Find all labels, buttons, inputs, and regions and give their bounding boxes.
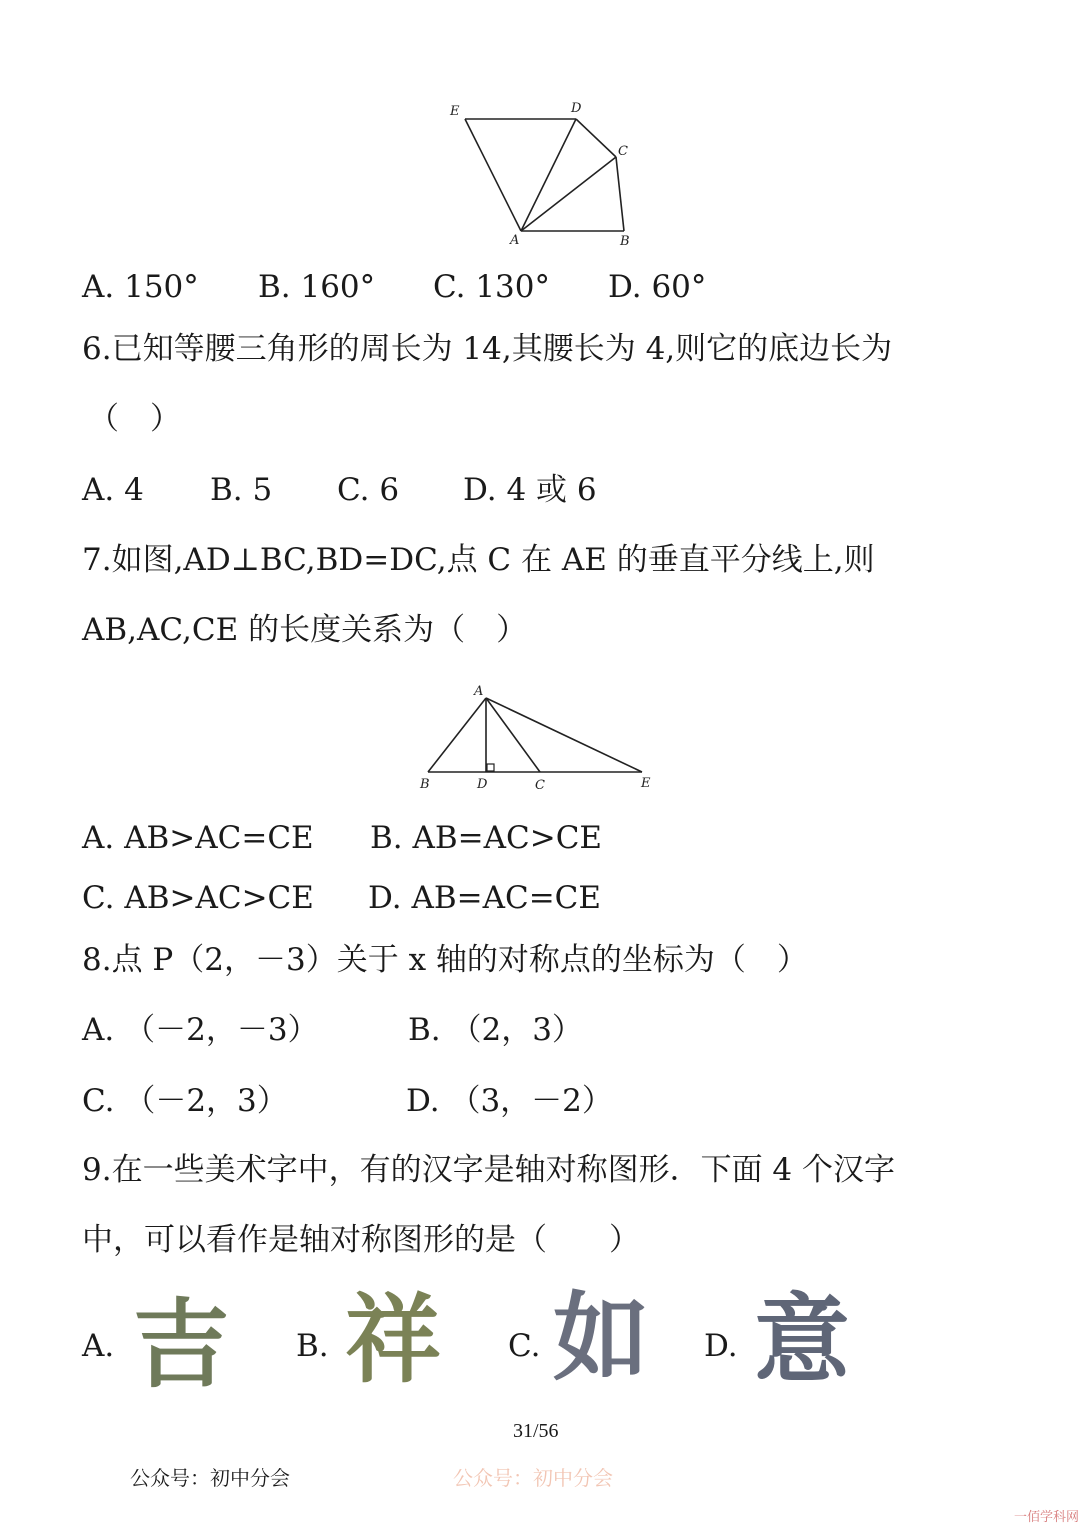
q7-option-b: B. AB=AC>CE (370, 820, 603, 856)
q6-option-b: B. 5 (210, 472, 273, 508)
q9-option-a-letter: A. (82, 1328, 115, 1364)
figure-pentagon (440, 95, 650, 255)
label-d: D (571, 101, 582, 116)
q6-option-a: A. 4 (82, 472, 144, 508)
q5-option-d: D. 60° (608, 269, 707, 305)
label-c2: C (535, 778, 545, 793)
footer-watermark: 公众号：初中分会 (453, 1466, 613, 1490)
q9-option-a-char: 吉 (133, 1289, 229, 1401)
q9-option-c-letter: C. (508, 1328, 541, 1364)
q9-stem-line2: 中，可以看作是轴对称图形的是（ ） (82, 1222, 640, 1258)
q9-option-d-letter: D. (704, 1328, 738, 1364)
q6-option-c: C. 6 (337, 472, 400, 508)
q9-option-c-char: 如 (553, 1282, 649, 1394)
q8-stem: 8.点 P（2，－3）关于 x 轴的对称点的坐标为（ ） (82, 942, 808, 978)
q6-blank: （ ） (88, 401, 181, 437)
q9-option-d-char: 意 (754, 1284, 850, 1396)
q7-stem-line1: 7.如图,AD⊥BC,BD=DC,点 C 在 AE 的垂直平分线上,则 (82, 542, 875, 578)
q5-option-a: A. 150° (82, 269, 199, 305)
label-a: A (510, 233, 520, 248)
label-c: C (618, 144, 628, 159)
q8-option-d: D. （3，－2） (406, 1083, 613, 1119)
footer-account: 公众号：初中分会 (130, 1466, 290, 1490)
q8-option-c: C. （－2，3） (82, 1083, 288, 1119)
q5-option-c: C. 130° (433, 269, 550, 305)
q9-option-b-letter: B. (296, 1328, 329, 1364)
q9-option-b-char: 祥 (345, 1284, 441, 1396)
label-b: B (620, 234, 630, 249)
label-d2: D (477, 777, 488, 792)
label-a2: A (474, 684, 484, 699)
q9-stem-line1: 9.在一些美术字中，有的汉字是轴对称图形．下面 4 个汉字 (82, 1152, 896, 1188)
q6-stem: 6.已知等腰三角形的周长为 14,其腰长为 4,则它的底边长为 (82, 331, 893, 367)
q7-option-d: D. AB=AC=CE (368, 880, 602, 916)
label-b2: B (420, 777, 430, 792)
page-number: 31/56 (513, 1420, 559, 1442)
q7-option-a: A. AB>AC=CE (82, 820, 314, 856)
q7-option-c: C. AB>AC>CE (82, 880, 314, 916)
q8-option-a: A. （－2，－3） (82, 1012, 319, 1048)
q5-option-b: B. 160° (258, 269, 376, 305)
q6-option-d: D. 4 或 6 (463, 472, 597, 508)
corner-watermark: 一佰学科网 (1014, 1510, 1080, 1525)
q7-stem-line2: AB,AC,CE 的长度关系为（ ） (82, 612, 528, 648)
label-e: E (450, 104, 460, 119)
figure-triangle (410, 680, 660, 795)
q8-option-b: B. （2，3） (408, 1012, 583, 1048)
label-e2: E (641, 776, 651, 791)
